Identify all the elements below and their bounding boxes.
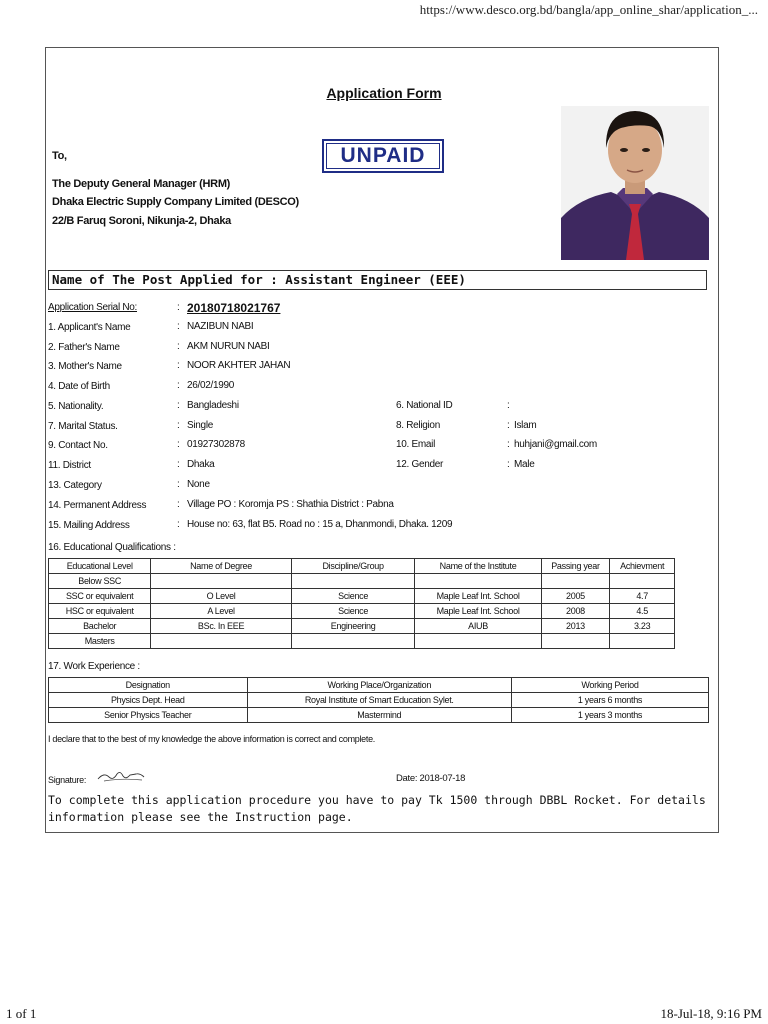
payment-instruction: To complete this application procedure you have to pay Tk 1500 through DBBL Rocket. For details information please see the Instruction page.: [48, 793, 706, 824]
post-applied-for: Name of The Post Applied for : Assistant Engineer (EEE): [48, 270, 707, 290]
email-value: huhjani@gmail.com: [514, 439, 597, 450]
to-label: To,: [52, 150, 67, 162]
colon: :: [507, 439, 510, 450]
mother-name: NOOR AKHTER JAHAN: [187, 360, 291, 371]
applicant-photo: [561, 106, 709, 260]
table-header: Working Period: [511, 678, 708, 693]
declaration-text: I declare that to the best of my knowledge the above information is correct and complete.: [48, 734, 375, 744]
mailing-address-label: 15. Mailing Address: [48, 520, 130, 531]
table-header: Educational Level: [49, 559, 151, 574]
dob-label: 4. Date of Birth: [48, 381, 110, 392]
table-cell: [541, 574, 610, 589]
colon: :: [507, 459, 510, 470]
table-row: [49, 589, 675, 604]
table-cell: Science: [291, 604, 415, 619]
colon: :: [177, 439, 180, 450]
table-cell: Physics Dept. Head: [49, 693, 248, 708]
address-line-3: 22/B Faruq Soroni, Nikunja-2, Dhaka: [52, 215, 231, 227]
table-cell: [610, 574, 675, 589]
table-header: Discipline/Group: [291, 559, 415, 574]
district-label: 11. District: [48, 460, 91, 471]
colon: :: [177, 459, 180, 470]
district-value: Dhaka: [187, 459, 215, 470]
marital-label: 7. Marital Status.: [48, 421, 118, 432]
colon: :: [177, 341, 180, 352]
colon: :: [177, 302, 180, 313]
table-cell: 4.7: [610, 589, 675, 604]
gender-value: Male: [514, 459, 535, 470]
table-header-row: [49, 678, 709, 693]
gender-label: 12. Gender: [396, 459, 444, 470]
nid-label: 6. National ID: [396, 400, 453, 411]
mother-label: 3. Mother's Name: [48, 361, 122, 372]
work-experience-table: [48, 677, 709, 723]
table-cell: 1 years 6 months: [511, 693, 708, 708]
table-row: [49, 619, 675, 634]
colon: :: [177, 479, 180, 490]
religion-label: 8. Religion: [396, 420, 440, 431]
serial-value: 20180718021767: [187, 301, 281, 315]
table-cell: 2005: [541, 589, 610, 604]
table-cell: [151, 634, 291, 649]
colon: :: [177, 380, 180, 391]
table-header-row: [49, 559, 675, 574]
table-cell: Science: [291, 589, 415, 604]
table-row: [49, 693, 709, 708]
contact-label: 9. Contact No.: [48, 440, 108, 451]
table-cell: 4.5: [610, 604, 675, 619]
colon: :: [177, 420, 180, 431]
table-cell: [291, 634, 415, 649]
education-title: 16. Educational Qualifications :: [48, 542, 176, 553]
table-cell: 1 years 3 months: [511, 708, 708, 723]
address-line-1: The Deputy General Manager (HRM): [52, 178, 231, 190]
category-label: 13. Category: [48, 480, 102, 491]
table-cell: Below SSC: [49, 574, 151, 589]
father-label: 2. Father's Name: [48, 342, 120, 353]
father-name: AKM NURUN NABI: [187, 341, 270, 352]
form-title: Application Form: [326, 85, 442, 101]
table-cell: [610, 634, 675, 649]
table-header: Achievment: [610, 559, 675, 574]
table-cell: [415, 574, 541, 589]
table-cell: Royal Institute of Smart Education Sylet.: [247, 693, 511, 708]
table-cell: A Level: [151, 604, 291, 619]
table-cell: Maple Leaf Int. School: [415, 589, 541, 604]
nationality-value: Bangladeshi: [187, 400, 239, 411]
table-row: [49, 574, 675, 589]
page-count: 1 of 1: [6, 1006, 37, 1021]
table-cell: O Level: [151, 589, 291, 604]
table-cell: 3.23: [610, 619, 675, 634]
category-value: None: [187, 479, 210, 490]
table-cell: [151, 574, 291, 589]
table-cell: Senior Physics Teacher: [49, 708, 248, 723]
name-label: 1. Applicant's Name: [48, 322, 131, 333]
unpaid-stamp-text: UNPAID: [326, 143, 440, 169]
contact-value: 01927302878: [187, 439, 245, 450]
marital-value: Single: [187, 420, 213, 431]
table-header: Name of Degree: [151, 559, 291, 574]
colon: :: [177, 321, 180, 332]
serial-label: Application Serial No:: [48, 302, 138, 313]
table-cell: [291, 574, 415, 589]
table-cell: [415, 634, 541, 649]
colon: :: [507, 420, 510, 431]
email-label: 10. Email: [396, 439, 435, 450]
permanent-address-value: Village PO : Koromja PS : Shathia District : Pabna: [187, 499, 394, 510]
table-cell: Mastermind: [247, 708, 511, 723]
table-cell: HSC or equivalent: [49, 604, 151, 619]
table-header: Passing year: [541, 559, 610, 574]
table-row: [49, 604, 675, 619]
applicant-name: NAZIBUN NABI: [187, 321, 254, 332]
nationality-label: 5. Nationality.: [48, 401, 104, 412]
signature-image: [96, 768, 148, 784]
education-table: [48, 558, 675, 649]
table-header: Name of the Institute: [415, 559, 541, 574]
colon: :: [507, 400, 510, 411]
table-cell: Maple Leaf Int. School: [415, 604, 541, 619]
work-experience-title: 17. Work Experience :: [48, 661, 140, 672]
form-date: Date: 2018-07-18: [396, 773, 466, 784]
table-cell: AIUB: [415, 619, 541, 634]
table-header: Working Place/Organization: [247, 678, 511, 693]
table-row: [49, 634, 675, 649]
table-cell: BSc. In EEE: [151, 619, 291, 634]
table-cell: Masters: [49, 634, 151, 649]
table-row: [49, 708, 709, 723]
mailing-address-value: House no: 63, flat B5. Road no : 15 a, Dhanmondi, Dhaka. 1209: [187, 519, 453, 530]
colon: :: [177, 400, 180, 411]
table-cell: Bachelor: [49, 619, 151, 634]
print-datetime: 18-Jul-18, 9:16 PM: [660, 1006, 762, 1021]
table-cell: Engineering: [291, 619, 415, 634]
table-cell: 2008: [541, 604, 610, 619]
permanent-address-label: 14. Permanent Address: [48, 500, 147, 511]
colon: :: [177, 499, 180, 510]
date-of-birth: 26/02/1990: [187, 380, 235, 391]
colon: :: [177, 360, 180, 371]
unpaid-stamp: [322, 139, 444, 173]
table-cell: 2013: [541, 619, 610, 634]
table-cell: SSC or equivalent: [49, 589, 151, 604]
religion-value: Islam: [514, 420, 537, 431]
colon: :: [177, 519, 180, 530]
signature-label: Signature:: [48, 775, 87, 785]
address-line-2: Dhaka Electric Supply Company Limited (DESCO): [52, 196, 299, 208]
table-cell: [541, 634, 610, 649]
table-header: Designation: [49, 678, 248, 693]
page-url: https://www.desco.org.bd/bangla/app_online_shar/application_...: [419, 2, 758, 17]
